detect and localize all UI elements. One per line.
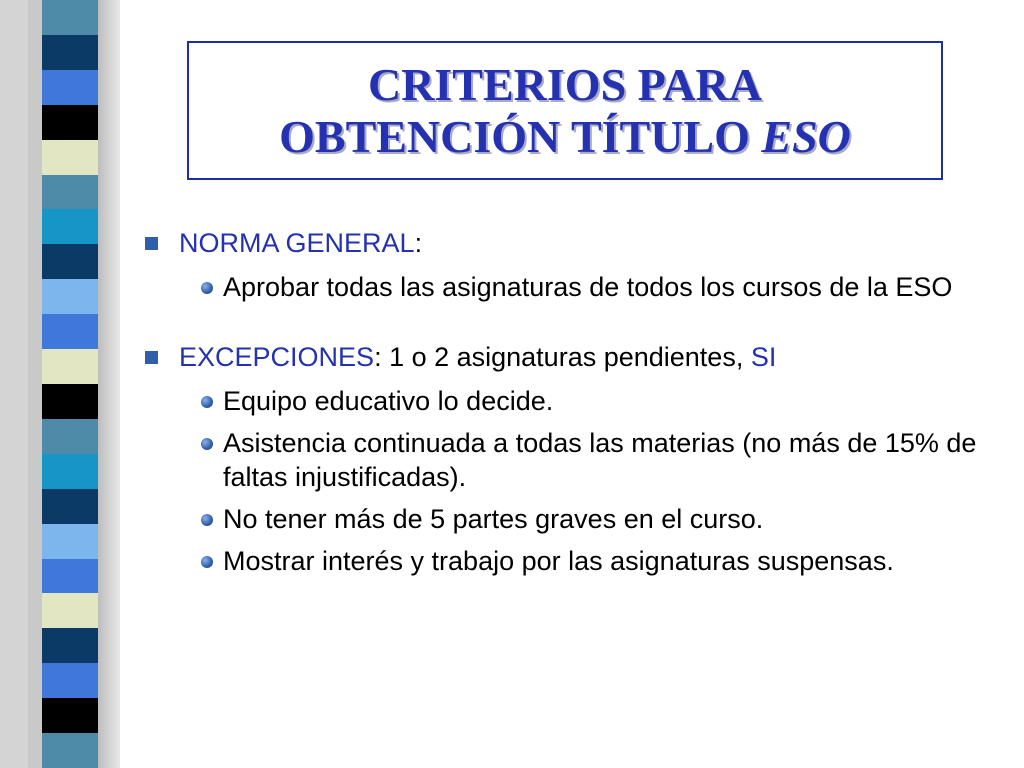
- sub-bullet-excepciones-2: [223, 426, 1000, 494]
- round-bullet-icon: [201, 282, 213, 294]
- sub-bullet-excepciones-4: [223, 544, 1000, 578]
- stripe-block: [42, 593, 98, 628]
- norma-general-suffix: :: [414, 228, 423, 258]
- stripe-block: [42, 349, 98, 384]
- stripe-shade-right: [98, 0, 120, 768]
- title-box: [187, 41, 943, 180]
- sub-bullet-text: Aprobar todas las asignaturas de todos los cursos de la ESO: [223, 272, 953, 302]
- square-bullet-icon: [145, 237, 158, 250]
- stripe-block: [42, 209, 98, 244]
- bullet-norma-general: [140, 226, 1000, 260]
- stripe-block: [42, 244, 98, 279]
- excepciones-highlight: SI: [750, 342, 777, 372]
- title-line-2: [279, 111, 851, 163]
- stripe-block: [42, 175, 98, 210]
- sub-bullet-text: Asistencia continuada a todas las materias (no más de 15% de faltas injustificadas).: [223, 428, 977, 492]
- sub-bullet-text: Mostrar interés y trabajo por las asignaturas suspensas.: [223, 546, 894, 576]
- stripe-block: [42, 384, 98, 419]
- sub-bullet-text: Equipo educativo lo decide.: [223, 386, 554, 416]
- round-bullet-icon: [201, 396, 213, 408]
- stripe-block: [42, 663, 98, 698]
- stripe-block: [42, 314, 98, 349]
- title-line-1: CRITERIOS PARA: [367, 58, 763, 110]
- excepciones-text: : 1 o 2 asignaturas pendientes,: [374, 342, 751, 372]
- stripe-block: [42, 524, 98, 559]
- stripe-block: [42, 489, 98, 524]
- stripe-block: [42, 419, 98, 454]
- stripe-block: [42, 70, 98, 105]
- stripe-block: [42, 279, 98, 314]
- stripe-block: [42, 559, 98, 594]
- title-line-2-italic: ESO: [761, 110, 851, 162]
- excepciones-label: EXCEPCIONES: [179, 342, 375, 372]
- stripe-block: [42, 0, 98, 35]
- stripe-block: [42, 698, 98, 733]
- sub-bullet-excepciones-3: [223, 502, 1000, 536]
- sub-bullet-norma-1: [223, 270, 1000, 304]
- slide-content: [140, 226, 1000, 578]
- decorative-stripe-bar: [0, 0, 120, 768]
- sub-bullet-text: No tener más de 5 partes graves en el curso.: [223, 504, 764, 534]
- stripe-block: [42, 35, 98, 70]
- stripe-block: [42, 733, 98, 768]
- round-bullet-icon: [201, 556, 213, 568]
- stripe-block: [42, 140, 98, 175]
- stripe-block: [42, 454, 98, 489]
- stripe-shade-left: [0, 0, 28, 768]
- stripe-block: [42, 105, 98, 140]
- round-bullet-icon: [201, 514, 213, 526]
- stripe-block: [42, 628, 98, 663]
- round-bullet-icon: [201, 438, 213, 450]
- stripe-column: [42, 0, 98, 768]
- sub-bullet-excepciones-1: [223, 384, 1000, 418]
- square-bullet-icon: [145, 351, 158, 364]
- title-line-2-main: OBTENCIÓN TÍTULO: [279, 110, 762, 162]
- bullet-excepciones: [140, 340, 1000, 374]
- norma-general-label: NORMA GENERAL: [179, 228, 415, 258]
